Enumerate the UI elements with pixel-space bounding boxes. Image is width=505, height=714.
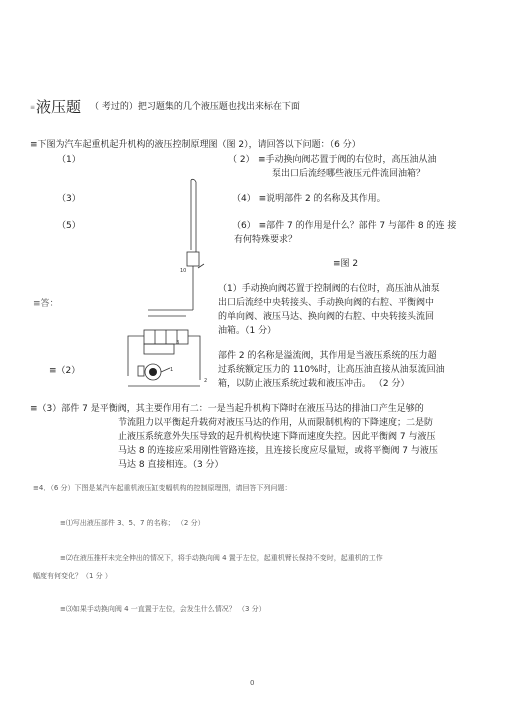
label-10: 10 [180, 268, 187, 274]
pump-core [149, 368, 157, 376]
relief-valve [144, 344, 174, 354]
answer-3-line-1: ≡（3）部件 7 是平衡阀，其主要作用有二：一是当起升机构下降时在液压马达的排油口产生足够的 [30, 404, 424, 414]
valve-10 [187, 252, 199, 266]
sub-question-1: （1） [57, 155, 81, 165]
answer-3-line-4: 马达 8 的连接应采用刚性管路连接，且连接长度应尽量短，或将平衡阀 7 与液压 [118, 446, 438, 456]
answer-1-line-3: 的单向阀、液压马达、换向阀的右腔、中央转接头流回 [218, 312, 435, 322]
figure-caption: ≡图 2 [333, 259, 359, 269]
sub-question-6: （6） ≡部件 7 的作用是什么？部件 7 与部件 8 的连 接 [232, 221, 457, 231]
answer-2-line-3: 箱，以防止液压系统过载和液压冲击。 （2 分） [218, 379, 410, 389]
question-intro: ≡下图为汽车起重机起升机构的液压控制原理图（图 2），请回答以下问题：（6 分） [30, 140, 361, 150]
tank [138, 366, 144, 376]
question-4-part-2: ≡⑵在液压推杆未完全伸出的情况下，将手动换向阀 4 置于左位，起重机臂长保持不变时，起重机的工作 [60, 554, 383, 562]
upper-branch-line [191, 179, 196, 252]
answer-1-line-2: 出口后流经中央转接头、手动换向阀的右腔、平衡阀中 [218, 298, 435, 308]
sub-question-3: （3） [57, 194, 81, 204]
answer-1-line-4: 油箱。（1 分） [218, 326, 277, 336]
answer-3-line-5: 马达 8 直接相连。（3 分） [118, 460, 224, 470]
question-4-intro: ≡4．（6 分）下图是某汽车起重机液压缸变幅机构的控制原理图，请回答下列问题： [33, 484, 292, 492]
question-4-part-2-cont: 幅度有何变化？（1 分 ） [33, 572, 112, 580]
sub-question-6-cont: 有何特殊要求？ [234, 235, 298, 245]
answer-2-line-1: 部件 2 的名称是溢流阀，其作用是当液压系统的压力超 [218, 351, 437, 361]
section-mark: ≡ [30, 104, 36, 111]
question-4-part-3: ≡⑶如果手动换向阀 4 一直置于左位，会发生什么情况？ （3 分） [60, 605, 266, 613]
sub-question-4: （4） ≡说明部件 2 的名称及其作用。 [232, 194, 386, 204]
answer-3-line-2: 节流阻力以平衡起升载荷对液压马达的作用，从而限制机构的下降速度；二是防 [118, 418, 434, 428]
answer-2-line-2: 过系统额定压力的 110%时，让高压油直接从油泵流回油 [218, 365, 445, 375]
sub-question-5: （5） [57, 221, 81, 231]
title-note: （ 考过的）把习题集的几个液压题也找出来标在下面 [90, 102, 300, 112]
answer-1-line-1: （1）手动换向阀芯置于控制阀的右位时，高压油从油泵 [218, 284, 440, 294]
answer-3-line-3: 止液压系统意外失压导致的起升机构快速下降而速度失控。因此平衡阀 7 与液压 [118, 432, 436, 442]
page-title: 液压题 [36, 98, 82, 116]
hydraulic-diagram [108, 176, 218, 398]
sub-question-2-text: ≡手动换向阀芯置于阀的右位时，高压油从油 [258, 155, 437, 165]
sub-question-2-text-cont: 泵出口后流经哪些液压元件流回油箱？ [272, 169, 426, 179]
label-3: 3 [176, 340, 180, 346]
answer-label: ≡答： [33, 299, 59, 309]
page-number: 0 [250, 679, 255, 687]
question-4-part-1: ≡⑴写出液压部件 3、5、7 的名称； （2 分） [60, 519, 205, 527]
sub-question-2-num: （ 2） [228, 155, 255, 165]
label-2: 2 [204, 378, 208, 384]
label-1: 1 [170, 367, 174, 373]
answer-2-label: ≡（2） [49, 366, 81, 376]
